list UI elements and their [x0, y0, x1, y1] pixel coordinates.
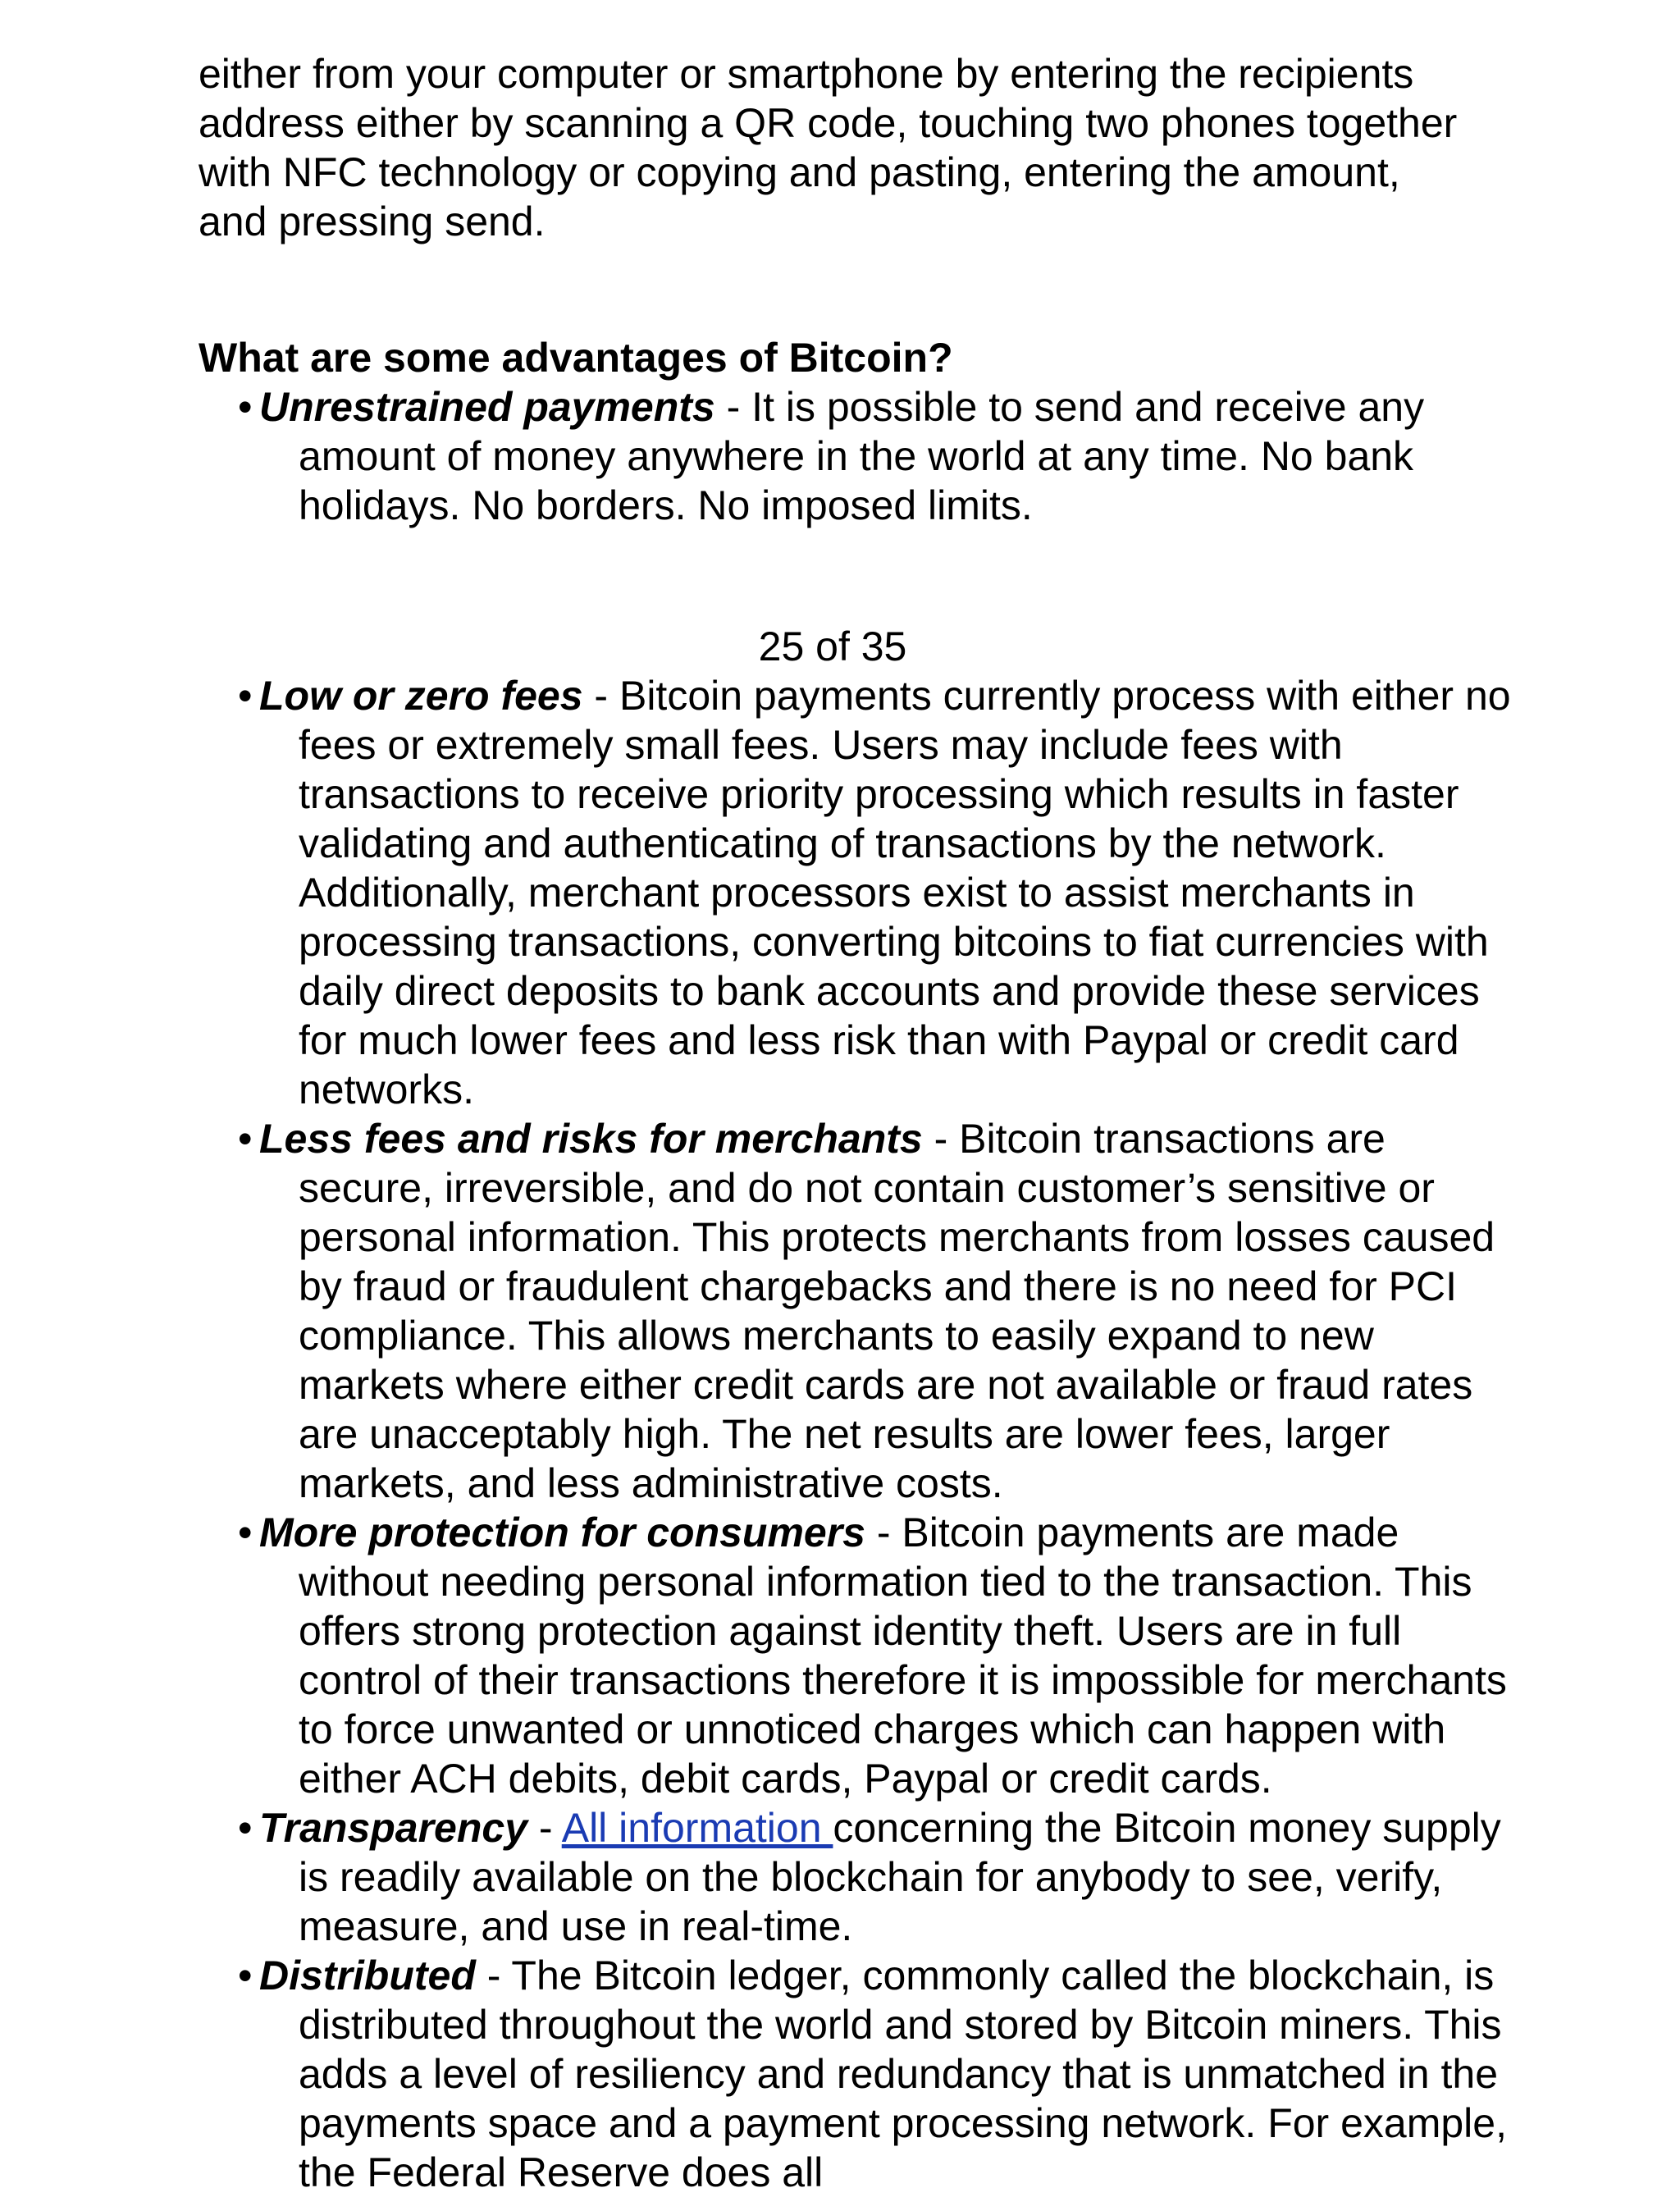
section-heading: What are some advantages of Bitcoin?: [199, 335, 953, 381]
bullet-marker: •: [238, 1805, 253, 1851]
page-number: [0, 622, 1495, 671]
list-item-term: Unrestrained payments: [259, 384, 715, 430]
intro-paragraph-text: either from your computer or smartphone by entering the recipients address either by scanning a QR code, touching two phones together with NFC technology or copying and pasting, entering the amount, and pressing send.: [199, 51, 1458, 244]
list-item-more-protection: [199, 1508, 1513, 1803]
list-item-term: Transparency: [259, 1805, 528, 1851]
page-number-text: 25 of 35: [758, 623, 907, 669]
list-item-text: - Bitcoin transactions are secure, irreversible, and do not contain customer’s sensitive or personal information. This protects merchants from losses caused by fraud or fraudulent chargebacks and there is no need for PCI compliance. This allows merchants to easily expand to new markets where either credit cards are not available or fraud rates are unacceptably high. The net results are lower fees, larger markets, and less administrative costs.: [299, 1116, 1495, 1506]
list-item-term: Distributed: [259, 1953, 476, 1998]
list-item-text: - Bitcoin payments are made without needing personal information tied to the transaction. This offers strong protection against identity theft. Users are in full control of their transactions therefore it is impossible for merchants to force unwanted or unnoticed charges which can happen with either ACH debits, debit cards, Paypal or credit cards.: [299, 1510, 1507, 1802]
list-item-text: - It is possible to send and receive any amount of money anywhere in the world at any time. No bank holidays. No borders. No imposed limits.: [299, 384, 1425, 528]
list-item-term: Less fees and risks for merchants: [259, 1116, 923, 1162]
list-item-distributed: [199, 1951, 1513, 2197]
list-item-text: - The Bitcoin ledger, commonly called the blockchain, is distributed throughout the world and stored by Bitcoin miners. This adds a level of resiliency and redundancy that is unmatched in the payments space and a payment processing network. For example, the Federal Reserve does all: [299, 1953, 1507, 2195]
list-item-unrestrained-payments: [199, 382, 1513, 530]
list-item-less-fees-and-risks: [199, 1114, 1513, 1508]
list-item-term: Low or zero fees: [259, 673, 583, 719]
list-item-low-or-zero-fees: [199, 671, 1513, 1114]
list-item-text-before-link: -: [527, 1805, 562, 1851]
list-item-text-after-link: concerning the Bitcoin money supply is readily available on the blockchain for anybody to see, verify, measure, and use in real-time.: [299, 1805, 1501, 1949]
list-item-transparency: [199, 1803, 1513, 1951]
bullet-marker: •: [238, 1953, 253, 1998]
document-page: [199, 0, 1511, 2197]
bullet-marker: •: [238, 384, 253, 430]
intro-paragraph: [199, 0, 1495, 295]
list-item-term: More protection for consumers: [259, 1510, 865, 1555]
list-item-text: - Bitcoin payments currently process with either no fees or extremely small fees. Users may include fees with transactions to receive priority processing which results in faster validating and authenticating of transactions by the network. Additionally, merchant processors exist to assist merchants in processing transactions, converting bitcoins to fiat currencies with daily direct deposits to bank accounts and provide these services for much lower fees and less risk than with Paypal or credit card networks.: [299, 673, 1511, 1112]
bullet-marker: •: [238, 1510, 253, 1555]
all-information-link[interactable]: All information: [561, 1805, 833, 1851]
bullet-marker: •: [238, 1116, 253, 1162]
bullet-marker: •: [238, 673, 253, 719]
